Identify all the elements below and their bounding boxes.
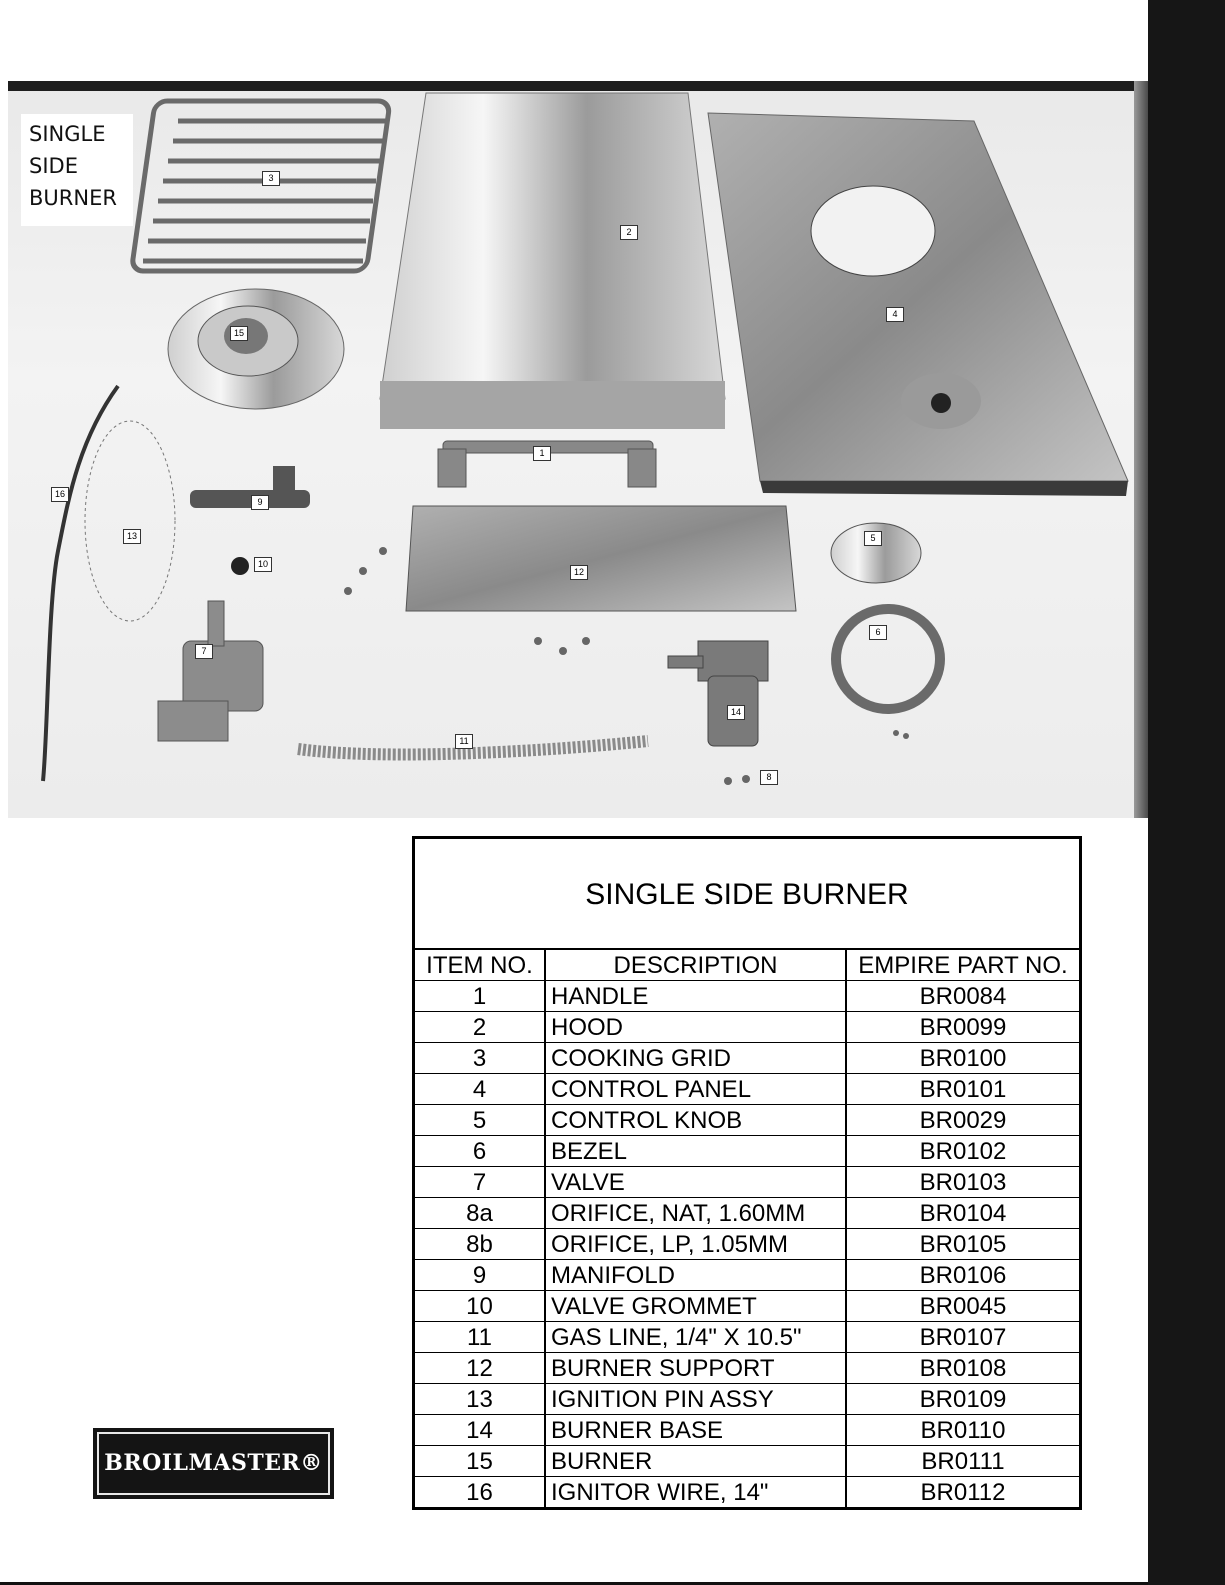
callout-3: 3 — [262, 171, 280, 186]
part-no-cell: BR0099 — [919, 1014, 1007, 1041]
table-row — [415, 1074, 1079, 1105]
table-row — [415, 1136, 1079, 1167]
callout-15: 15 — [230, 326, 248, 341]
parts-table — [412, 836, 1082, 1510]
item-no-cell: 7 — [415, 1167, 546, 1197]
table-row — [415, 1291, 1079, 1322]
description-cell: VALVE GROMMET — [546, 1291, 847, 1321]
description-cell: BURNER BASE — [546, 1415, 847, 1445]
manifold-part — [190, 466, 310, 508]
page-side-bar — [1148, 0, 1225, 1585]
part-no-cell: BR0102 — [919, 1138, 1007, 1165]
callout-16: 16 — [51, 487, 69, 502]
header-part-no: EMPIRE PART NO. — [858, 952, 1068, 979]
description-cell: BURNER SUPPORT — [546, 1353, 847, 1383]
callout-6: 6 — [869, 625, 887, 640]
table-row — [415, 1229, 1079, 1260]
part-no-cell: BR0106 — [919, 1262, 1007, 1289]
part-no-cell: BR0100 — [919, 1045, 1007, 1072]
description-cell: HANDLE — [546, 981, 847, 1011]
item-no-cell: 8b — [415, 1229, 546, 1259]
item-no-cell: 6 — [415, 1136, 546, 1166]
burner-support-part — [406, 506, 796, 611]
bezel-part — [836, 609, 940, 709]
item-no-cell: 9 — [415, 1260, 546, 1290]
part-no-cell: BR0107 — [919, 1324, 1007, 1351]
description-cell: ORIFICE, LP, 1.05MM — [546, 1229, 847, 1259]
part-no-cell: BR0045 — [919, 1293, 1007, 1320]
description-cell: IGNITOR WIRE, 14" — [546, 1477, 847, 1508]
callout-12: 12 — [570, 565, 588, 580]
callout-1: 1 — [533, 446, 551, 461]
callout-14: 14 — [727, 705, 745, 720]
description-cell: MANIFOLD — [546, 1260, 847, 1290]
item-no-cell: 3 — [415, 1043, 546, 1073]
item-no-cell: 13 — [415, 1384, 546, 1414]
description-cell: VALVE — [546, 1167, 847, 1197]
burner-base-part — [668, 641, 768, 746]
burner-part — [168, 289, 344, 409]
description-cell: BURNER — [546, 1446, 847, 1476]
ignitor-wire-part — [43, 386, 118, 781]
part-no-cell: BR0029 — [919, 1107, 1007, 1134]
callout-7: 7 — [195, 644, 213, 659]
item-no-cell: 11 — [415, 1322, 546, 1352]
valve-part — [158, 601, 263, 741]
header-item-no: ITEM NO. — [415, 950, 546, 980]
table-row — [415, 1043, 1079, 1074]
item-no-cell: 5 — [415, 1105, 546, 1135]
part-no-cell: BR0109 — [919, 1386, 1007, 1413]
gas-line-part — [298, 741, 648, 754]
valve-grommet-part — [231, 557, 249, 575]
table-row — [415, 1198, 1079, 1229]
part-no-cell: BR0110 — [920, 1417, 1006, 1444]
table-row — [415, 1012, 1079, 1043]
parts-photo — [8, 81, 1148, 818]
description-cell: COOKING GRID — [546, 1043, 847, 1073]
item-no-cell: 2 — [415, 1012, 546, 1042]
description-cell: CONTROL KNOB — [546, 1105, 847, 1135]
callout-10: 10 — [254, 557, 272, 572]
part-no-cell: BR0101 — [919, 1076, 1007, 1103]
photo-label-line: SINGLE — [29, 122, 106, 146]
item-no-cell: 12 — [415, 1353, 546, 1383]
table-row — [415, 1322, 1079, 1353]
table-row — [415, 981, 1079, 1012]
callout-9: 9 — [251, 495, 269, 510]
photo-label — [21, 114, 133, 226]
part-no-cell: BR0104 — [919, 1200, 1007, 1227]
callout-4: 4 — [886, 307, 904, 322]
header-description: DESCRIPTION — [546, 950, 847, 980]
description-cell: IGNITION PIN ASSY — [546, 1384, 847, 1414]
callout-2: 2 — [620, 225, 638, 240]
callout-11: 11 — [455, 734, 473, 749]
ignition-pin-outline — [85, 421, 175, 621]
description-cell: ORIFICE, NAT, 1.60MM — [546, 1198, 847, 1228]
cooking-grid-part — [131, 101, 390, 271]
table-row — [415, 1353, 1079, 1384]
part-no-cell: BR0105 — [919, 1231, 1007, 1258]
table-header — [415, 950, 1079, 981]
table-row — [415, 1260, 1079, 1291]
parts-illustration — [8, 81, 1148, 818]
description-cell: GAS LINE, 1/4" X 10.5" — [546, 1322, 847, 1352]
table-row — [415, 1415, 1079, 1446]
item-no-cell: 1 — [415, 981, 546, 1011]
photo-label-line: SIDE — [29, 154, 78, 178]
description-cell: BEZEL — [546, 1136, 847, 1166]
item-no-cell: 14 — [415, 1415, 546, 1445]
callout-5: 5 — [864, 531, 882, 546]
description-cell: CONTROL PANEL — [546, 1074, 847, 1104]
part-no-cell: BR0111 — [921, 1448, 1005, 1475]
part-no-cell: BR0084 — [919, 983, 1007, 1010]
table-row — [415, 1446, 1079, 1477]
callout-8: 8 — [760, 770, 778, 785]
item-no-cell: 8a — [415, 1198, 546, 1228]
control-panel-part — [708, 113, 1128, 496]
part-no-cell: BR0103 — [919, 1169, 1007, 1196]
item-no-cell: 10 — [415, 1291, 546, 1321]
table-title: SINGLE SIDE BURNER — [415, 839, 1079, 950]
description-cell: HOOD — [546, 1012, 847, 1042]
item-no-cell: 15 — [415, 1446, 546, 1476]
table-row — [415, 1384, 1079, 1415]
item-no-cell: 16 — [415, 1477, 546, 1508]
item-no-cell: 4 — [415, 1074, 546, 1104]
part-no-cell: BR0108 — [919, 1355, 1007, 1382]
table-row — [415, 1477, 1079, 1508]
table-row — [415, 1105, 1079, 1136]
broilmaster-logo — [93, 1428, 334, 1499]
logo-text: BROILMASTER® — [97, 1432, 330, 1495]
photo-label-line: BURNER — [29, 186, 117, 210]
part-no-cell: BR0112 — [920, 1479, 1006, 1506]
callout-13: 13 — [123, 529, 141, 544]
table-row — [415, 1167, 1079, 1198]
hood-part — [380, 93, 725, 429]
